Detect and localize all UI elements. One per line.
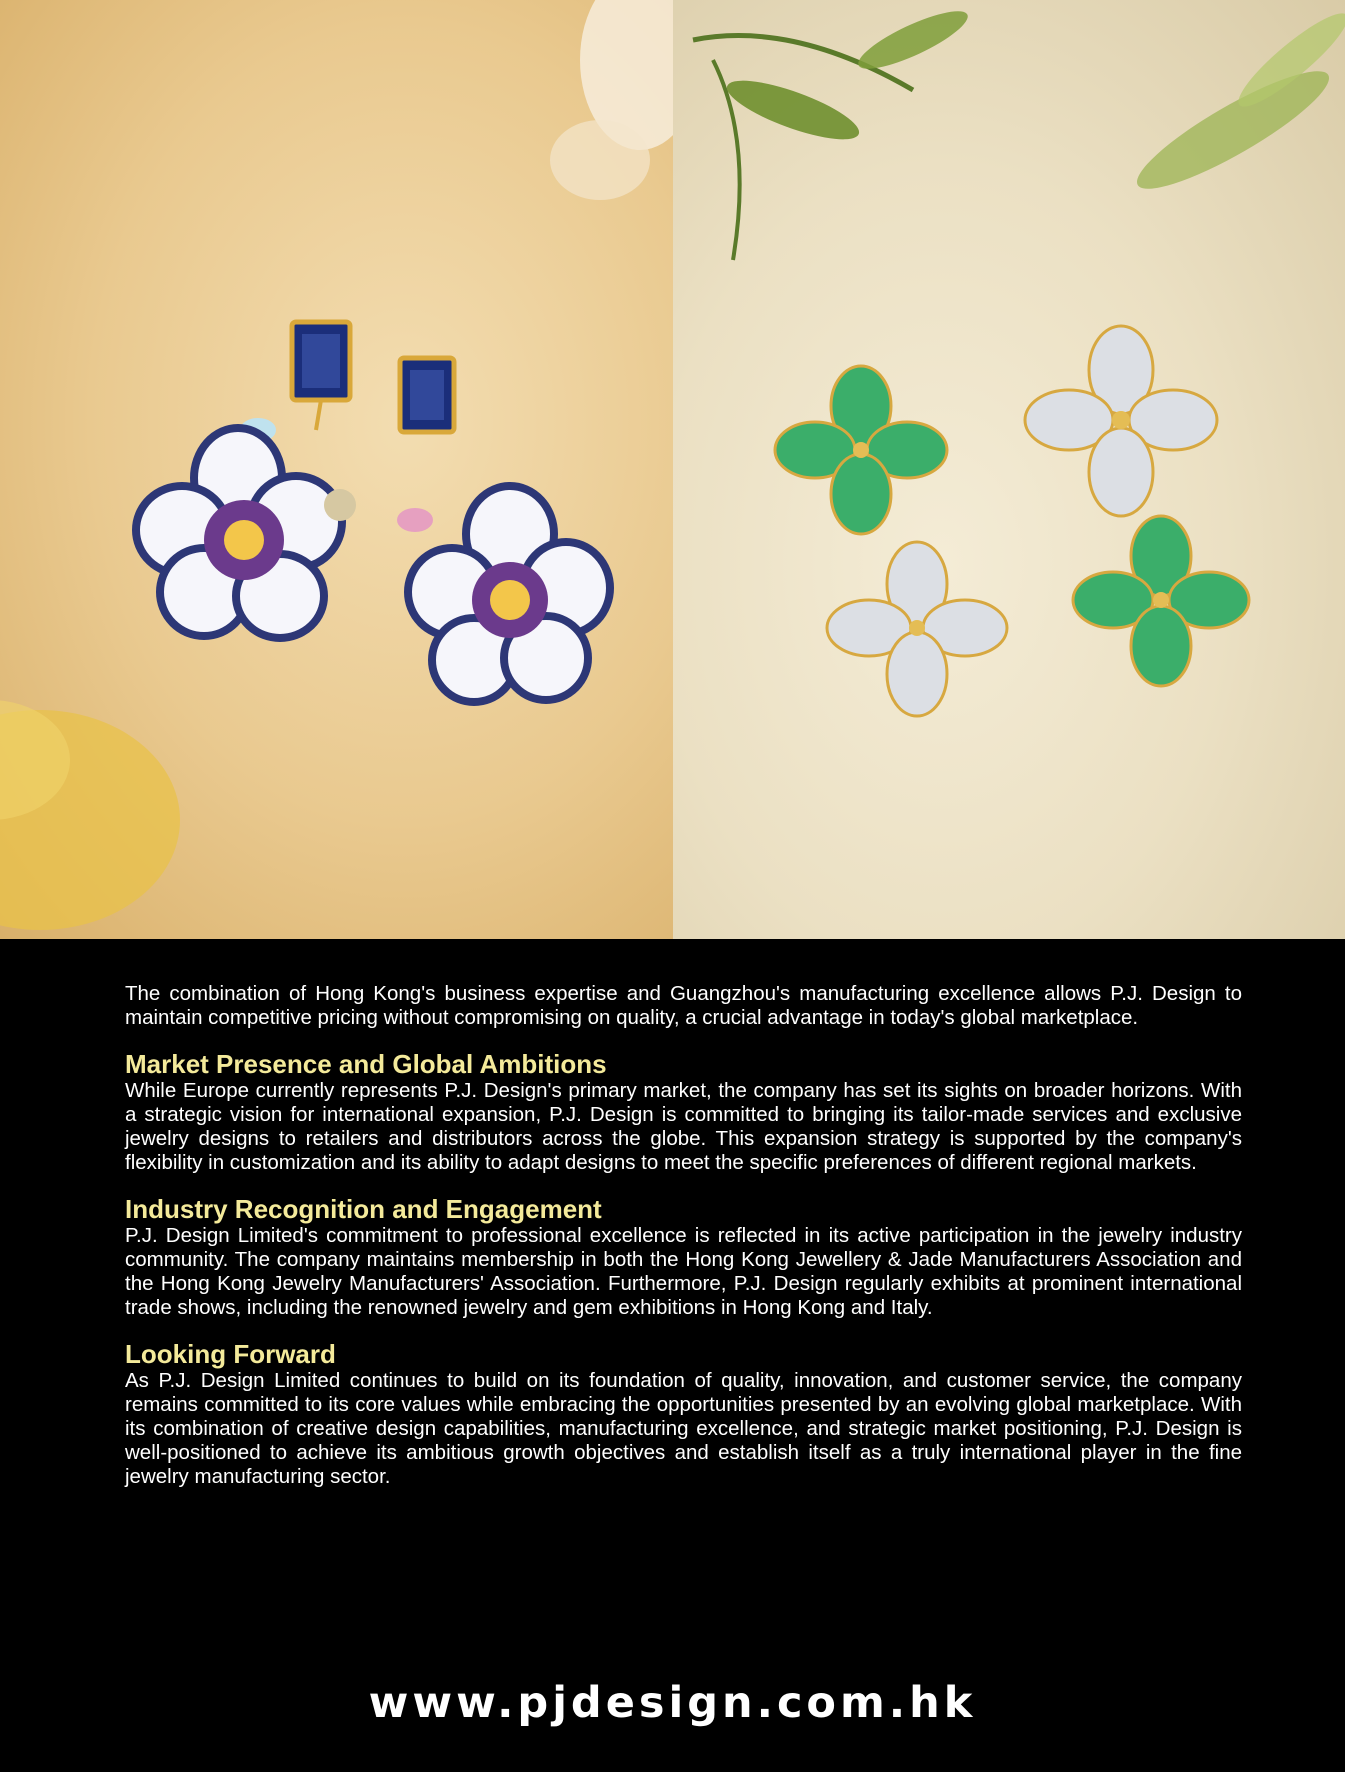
enamel-flower-earrings-photo bbox=[0, 0, 673, 939]
section-industry-recognition bbox=[125, 1194, 1242, 1320]
section-body: As P.J. Design Limited continues to build on its foundation of quality, innovation, and customer service, the company remains committed to its core values while embracing the opportunities presented by an evolving global marketplace. With its combination of creative design capabilities, manufacturing excellence, and strategic market positioning, P.J. Design is well-positioned to achieve its ambitious growth objectives and establish itself as a truly international player in the fine jewelry manufacturing sector. bbox=[125, 1369, 1242, 1488]
section-body: P.J. Design Limited's commitment to professional excellence is reflected in its active participation in the jewelry industry community. The company maintains membership in both the Hong Kong Jewellery & Jade Manufacturers Association and the Hong Kong Jewelry Manufacturers' Association. Furthermore, P.J. Design regularly exhibits at prominent international trade shows, including the renowned jewelry and gem exhibitions in Hong Kong and Italy. bbox=[125, 1224, 1242, 1319]
section-market-presence bbox=[125, 1049, 1242, 1175]
clover-earrings-illustration bbox=[673, 0, 1345, 939]
section-heading: Looking Forward bbox=[125, 1339, 336, 1369]
website-url[interactable]: www.pjdesign.com.hk bbox=[368, 1678, 977, 1728]
enamel-flower-earrings-illustration bbox=[0, 0, 673, 939]
section-heading: Industry Recognition and Engagement bbox=[125, 1194, 602, 1224]
clover-earrings-photo bbox=[673, 0, 1345, 939]
section-body: While Europe currently represents P.J. Design's primary market, the company has set its sights on broader horizons. With a strategic vision for international expansion, P.J. Design is committed to bringing its tailor-made services and exclusive jewelry designs to retailers and distributors across the globe. This expansion strategy is supported by the company's flexibility in customization and its ability to adapt designs to meet the specific preferences of different regional markets. bbox=[125, 1079, 1242, 1174]
section-looking-forward bbox=[125, 1339, 1242, 1489]
article-body bbox=[125, 982, 1242, 1489]
intro-paragraph: The combination of Hong Kong's business expertise and Guangzhou's manufacturing excellence allows P.J. Design to maintain competitive pricing without compromising on quality, a crucial advantage in today's global marketplace. bbox=[125, 982, 1242, 1029]
section-heading: Market Presence and Global Ambitions bbox=[125, 1049, 607, 1079]
